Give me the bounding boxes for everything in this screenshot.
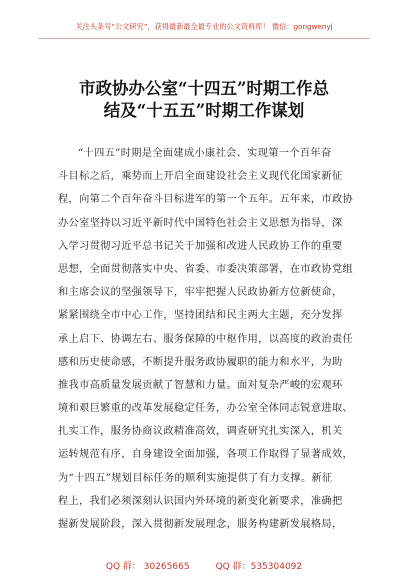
paragraph-line: 推我市高质量发展贡献了智慧和力量。面对复杂严峻的宏观环: [58, 379, 343, 391]
paragraph-line: 办公室坚持以习近平新时代中国特色社会主义思想为指导，深: [58, 217, 343, 229]
header-banner: 关注头条号“公文研究”，获得最新最全最专业的公文资料库！ 微信：gongwenyj: [75, 22, 333, 31]
paragraph-line: 为“十四五”规划目标任务的顺利实施提供了有力支撑。新征: [58, 472, 333, 484]
footer-contact: [0, 559, 408, 572]
document-title: [0, 78, 408, 122]
paragraph-line: 入学习贯彻习近平总书记关于加强和改进人民政协工作的重要: [58, 240, 343, 252]
paragraph-line: 思想，全面贯彻落实中央、省委、市委决策部署，在市政协党组: [58, 263, 354, 275]
footer-qq-group-2: QQ 群：535304092: [215, 562, 303, 572]
paragraph-line: 程，向第二个百年奋斗目标进军的第一个五年。五年来，市政协: [58, 194, 354, 206]
footer-qq-group-1: QQ 群： 30265665: [105, 562, 190, 572]
title-line: 市政协办公室“十四五”时期工作总: [79, 79, 329, 98]
paragraph-line: 感和历史使命感，不断提升服务政协履职的能力和水平，为助: [58, 356, 343, 368]
paragraph-line: 和主席会议的坚强领导下，牢牢把握人民政协新方位新使命，: [58, 287, 343, 299]
paragraph-line: 承上启下、协调左右、服务保障的中枢作用，以高度的政治责任: [58, 333, 354, 345]
paragraph-line: 境和艰巨繁重的改革发展稳定任务，办公室全体同志锐意进取、: [58, 403, 354, 415]
paragraph-line: 运转规范有序，自身建设全面加强，各项工作取得了显著成效，: [58, 449, 354, 461]
paragraph-line: 紧紧围绕全市中心工作，坚持团结和民主两大主题，充分发挥: [58, 310, 343, 322]
title-line: 结及“十五五”时期工作谋划: [103, 101, 305, 120]
paragraph-line: “十四五”时期是全面建成小康社会、实现第一个百年奋: [78, 148, 332, 159]
header-divider: [38, 38, 370, 39]
paragraph-line: 握新发展阶段，深入贯彻新发展理念，服务构建新发展格局，: [58, 519, 343, 530]
paragraph-line: 扎实工作，服务协商议政精准高效，调查研究扎实深入，机关: [58, 426, 343, 438]
document-body: [58, 142, 354, 536]
paragraph-line: 程上，我们必须深刻认识国内外环境的新变化新要求，准确把: [58, 495, 343, 507]
paragraph-line: 斗目标之后，乘势而上开启全面建设社会主义现代化国家新征: [58, 171, 343, 183]
